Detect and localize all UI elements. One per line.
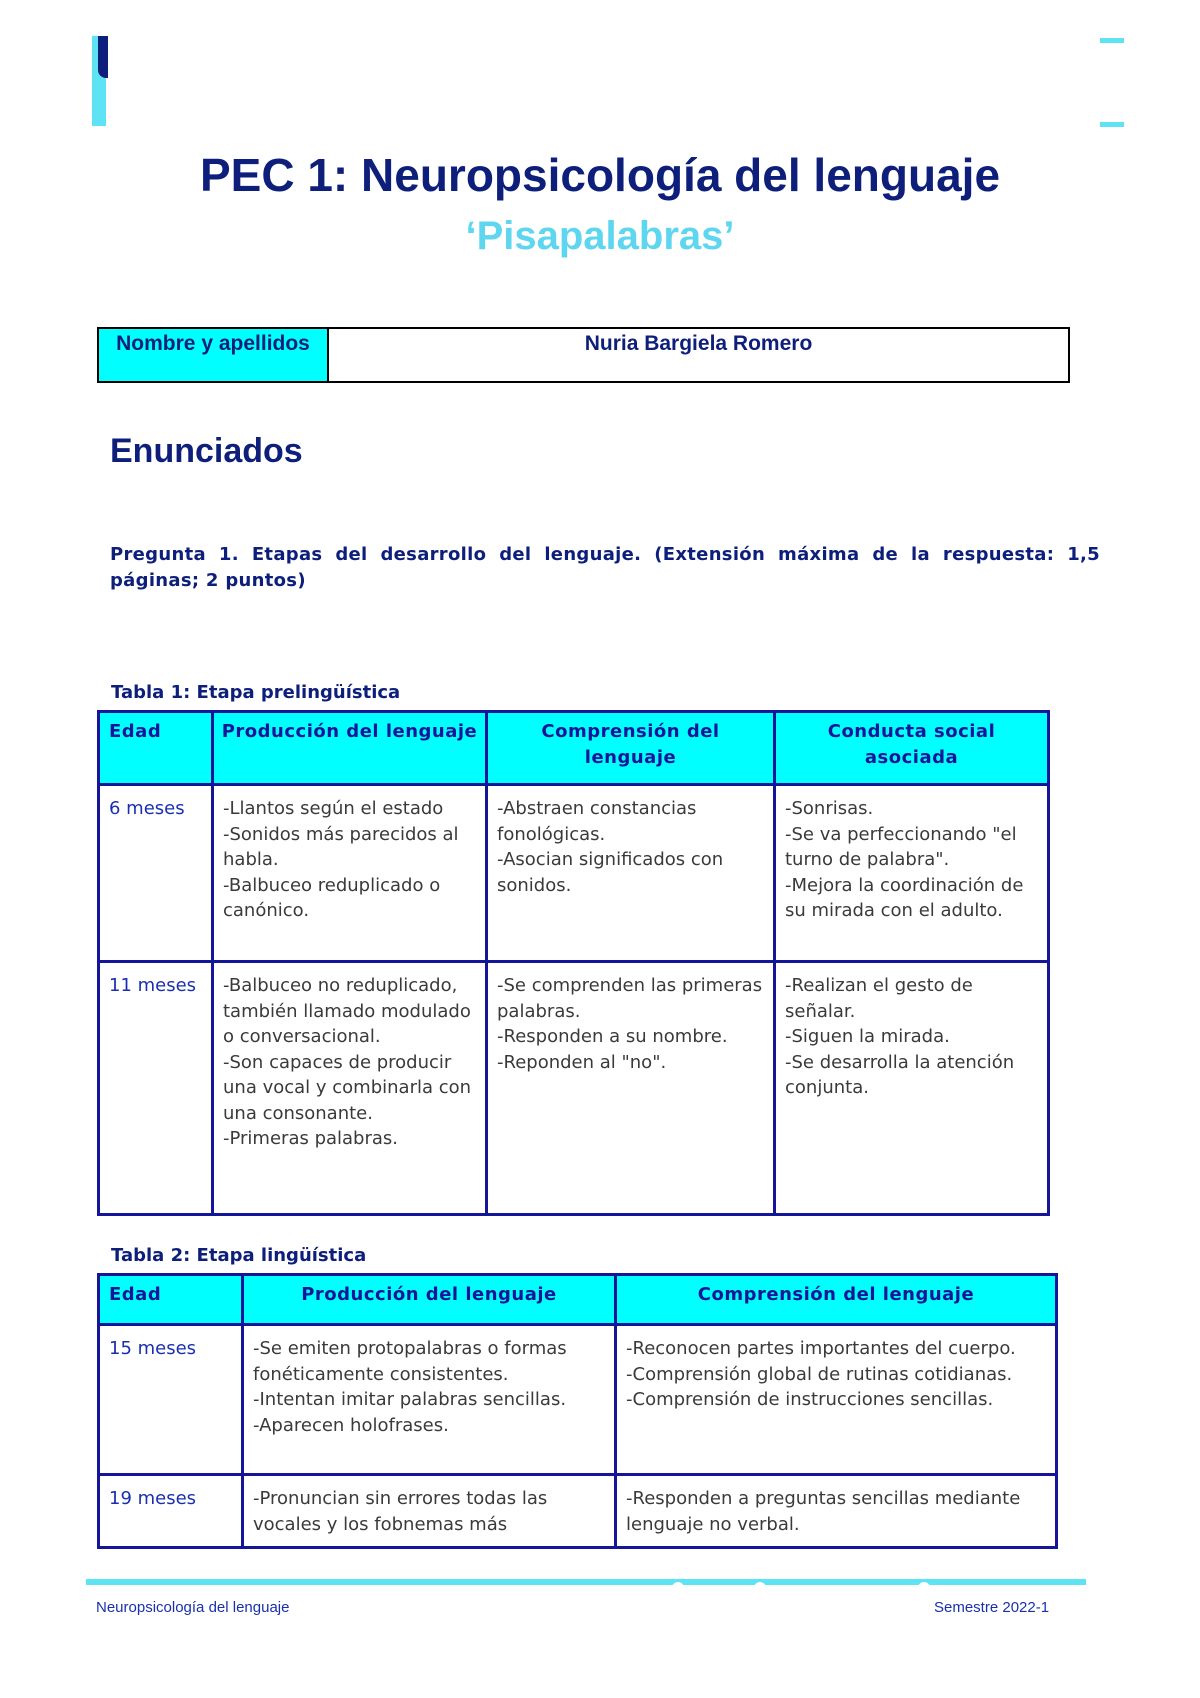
footer-semester: Semestre 2022-1	[934, 1599, 1050, 1616]
footer-course: Neuropsicología del lenguaje	[96, 1599, 290, 1616]
table1-row1-produccion	[213, 785, 487, 962]
cell-line: -Aparecen holofrases.	[253, 1414, 449, 1436]
table-prelinguistic	[97, 710, 1050, 1216]
table1-row1-conducta	[775, 785, 1049, 962]
cell-line: -Balbuceo reduplicado o canónico.	[223, 874, 441, 921]
corner-mark-top	[1100, 38, 1124, 43]
cell-line: -Comprensión global de rutinas cotidianas.	[626, 1363, 1013, 1385]
logo-mark	[98, 36, 108, 78]
table-row	[99, 962, 1049, 1215]
table2-row1-comprension	[616, 1325, 1057, 1475]
cell-line: -Mejora la coordinación de su mirada con el adulto.	[785, 874, 1024, 921]
cell-line: -Balbuceo no reduplicado, también llamado modulado o conversacional.	[223, 975, 471, 1047]
table1-row2-conducta	[775, 962, 1049, 1215]
table2-header-comprension: Comprensión del lenguaje	[616, 1275, 1057, 1325]
table2-row2-comprension	[616, 1475, 1057, 1548]
student-name-value: Nuria Bargiela Romero	[328, 328, 1069, 382]
cell-line: -Se emiten protopalabras o formas fonéticamente consistentes.	[253, 1338, 567, 1385]
cell-line: -Reponden al "no".	[497, 1051, 667, 1073]
table1-header-conducta: Conducta social asociada	[775, 712, 1049, 785]
table1-row1-comprension	[487, 785, 775, 962]
table-row	[99, 785, 1049, 962]
page-subtitle: ‘Pisapalabras’	[465, 214, 735, 258]
footer-dot	[672, 1582, 684, 1588]
cell-line: -Se desarrolla la atención conjunta.	[785, 1051, 1015, 1098]
cell-line: -Siguen la mirada.	[785, 1026, 950, 1047]
cell-line: -Sonrisas.	[785, 798, 874, 819]
table2-row2-age: 19 meses	[99, 1475, 243, 1548]
student-name-table	[97, 327, 1070, 383]
table1-row2-age: 11 meses	[99, 962, 213, 1215]
cell-line: -Primeras palabras.	[223, 1128, 399, 1149]
cell-line: -Se comprenden las primeras palabras.	[497, 975, 763, 1022]
cell-line: -Sonidos más parecidos al habla.	[223, 823, 459, 870]
footer-dot	[754, 1582, 766, 1588]
table1-header-edad: Edad	[99, 712, 213, 785]
cell-line: -Son capaces de producir una vocal y combinarla con una consonante.	[223, 1051, 472, 1124]
question-text: Pregunta 1. Etapas del desarrollo del lenguaje. (Extensión máxima de la respuesta: 1,5 páginas; 2 puntos)	[110, 544, 1100, 591]
table2-header-edad: Edad	[99, 1275, 243, 1325]
table1-header-comprension: Comprensión del lenguaje	[487, 712, 775, 785]
table2-row1-age: 15 meses	[99, 1325, 243, 1475]
cell-line: -Asocian significados con sonidos.	[497, 849, 724, 896]
page-title: PEC 1: Neuropsicología del lenguaje	[199, 149, 1001, 201]
cell-line: -Llantos según el estado	[223, 798, 444, 819]
student-name-label: Nombre y apellidos	[98, 328, 328, 382]
table1-caption: Tabla 1: Etapa prelingüística	[111, 682, 401, 703]
cell-line: -Pronuncian sin errores todas las vocales y los fobnemas más	[253, 1488, 548, 1535]
cell-line: -Realizan el gesto de señalar.	[785, 975, 973, 1022]
cell-line: -Reconocen partes importantes del cuerpo.	[626, 1338, 1016, 1359]
cell-line: -Comprensión de instrucciones sencillas.	[626, 1389, 994, 1410]
cell-line: -Responden a su nombre.	[497, 1026, 728, 1047]
table2-header-produccion: Producción del lenguaje	[243, 1275, 616, 1325]
table2-row2-produccion	[243, 1475, 616, 1548]
section-heading: Enunciados	[110, 432, 303, 470]
footer-dot	[918, 1582, 930, 1588]
cell-line: -Intentan imitar palabras sencillas.	[253, 1389, 567, 1410]
cell-line: -Responden a preguntas sencillas mediante lenguaje no verbal.	[626, 1488, 1021, 1535]
table1-row1-age: 6 meses	[99, 785, 213, 962]
table-row	[99, 1325, 1057, 1475]
cell-line: -Abstraen constancias fonológicas.	[497, 798, 697, 845]
table-linguistic	[97, 1273, 1058, 1549]
table1-header-produccion: Producción del lenguaje	[213, 712, 487, 785]
table1-row2-comprension	[487, 962, 775, 1215]
table2-row1-produccion	[243, 1325, 616, 1475]
corner-mark-bottom	[1100, 122, 1124, 127]
table1-row2-produccion	[213, 962, 487, 1215]
table-row	[99, 1475, 1057, 1548]
cell-line: -Se va perfeccionando "el turno de palabra".	[785, 823, 1017, 870]
table2-caption: Tabla 2: Etapa lingüística	[111, 1245, 367, 1266]
footer-rule	[86, 1579, 1086, 1585]
